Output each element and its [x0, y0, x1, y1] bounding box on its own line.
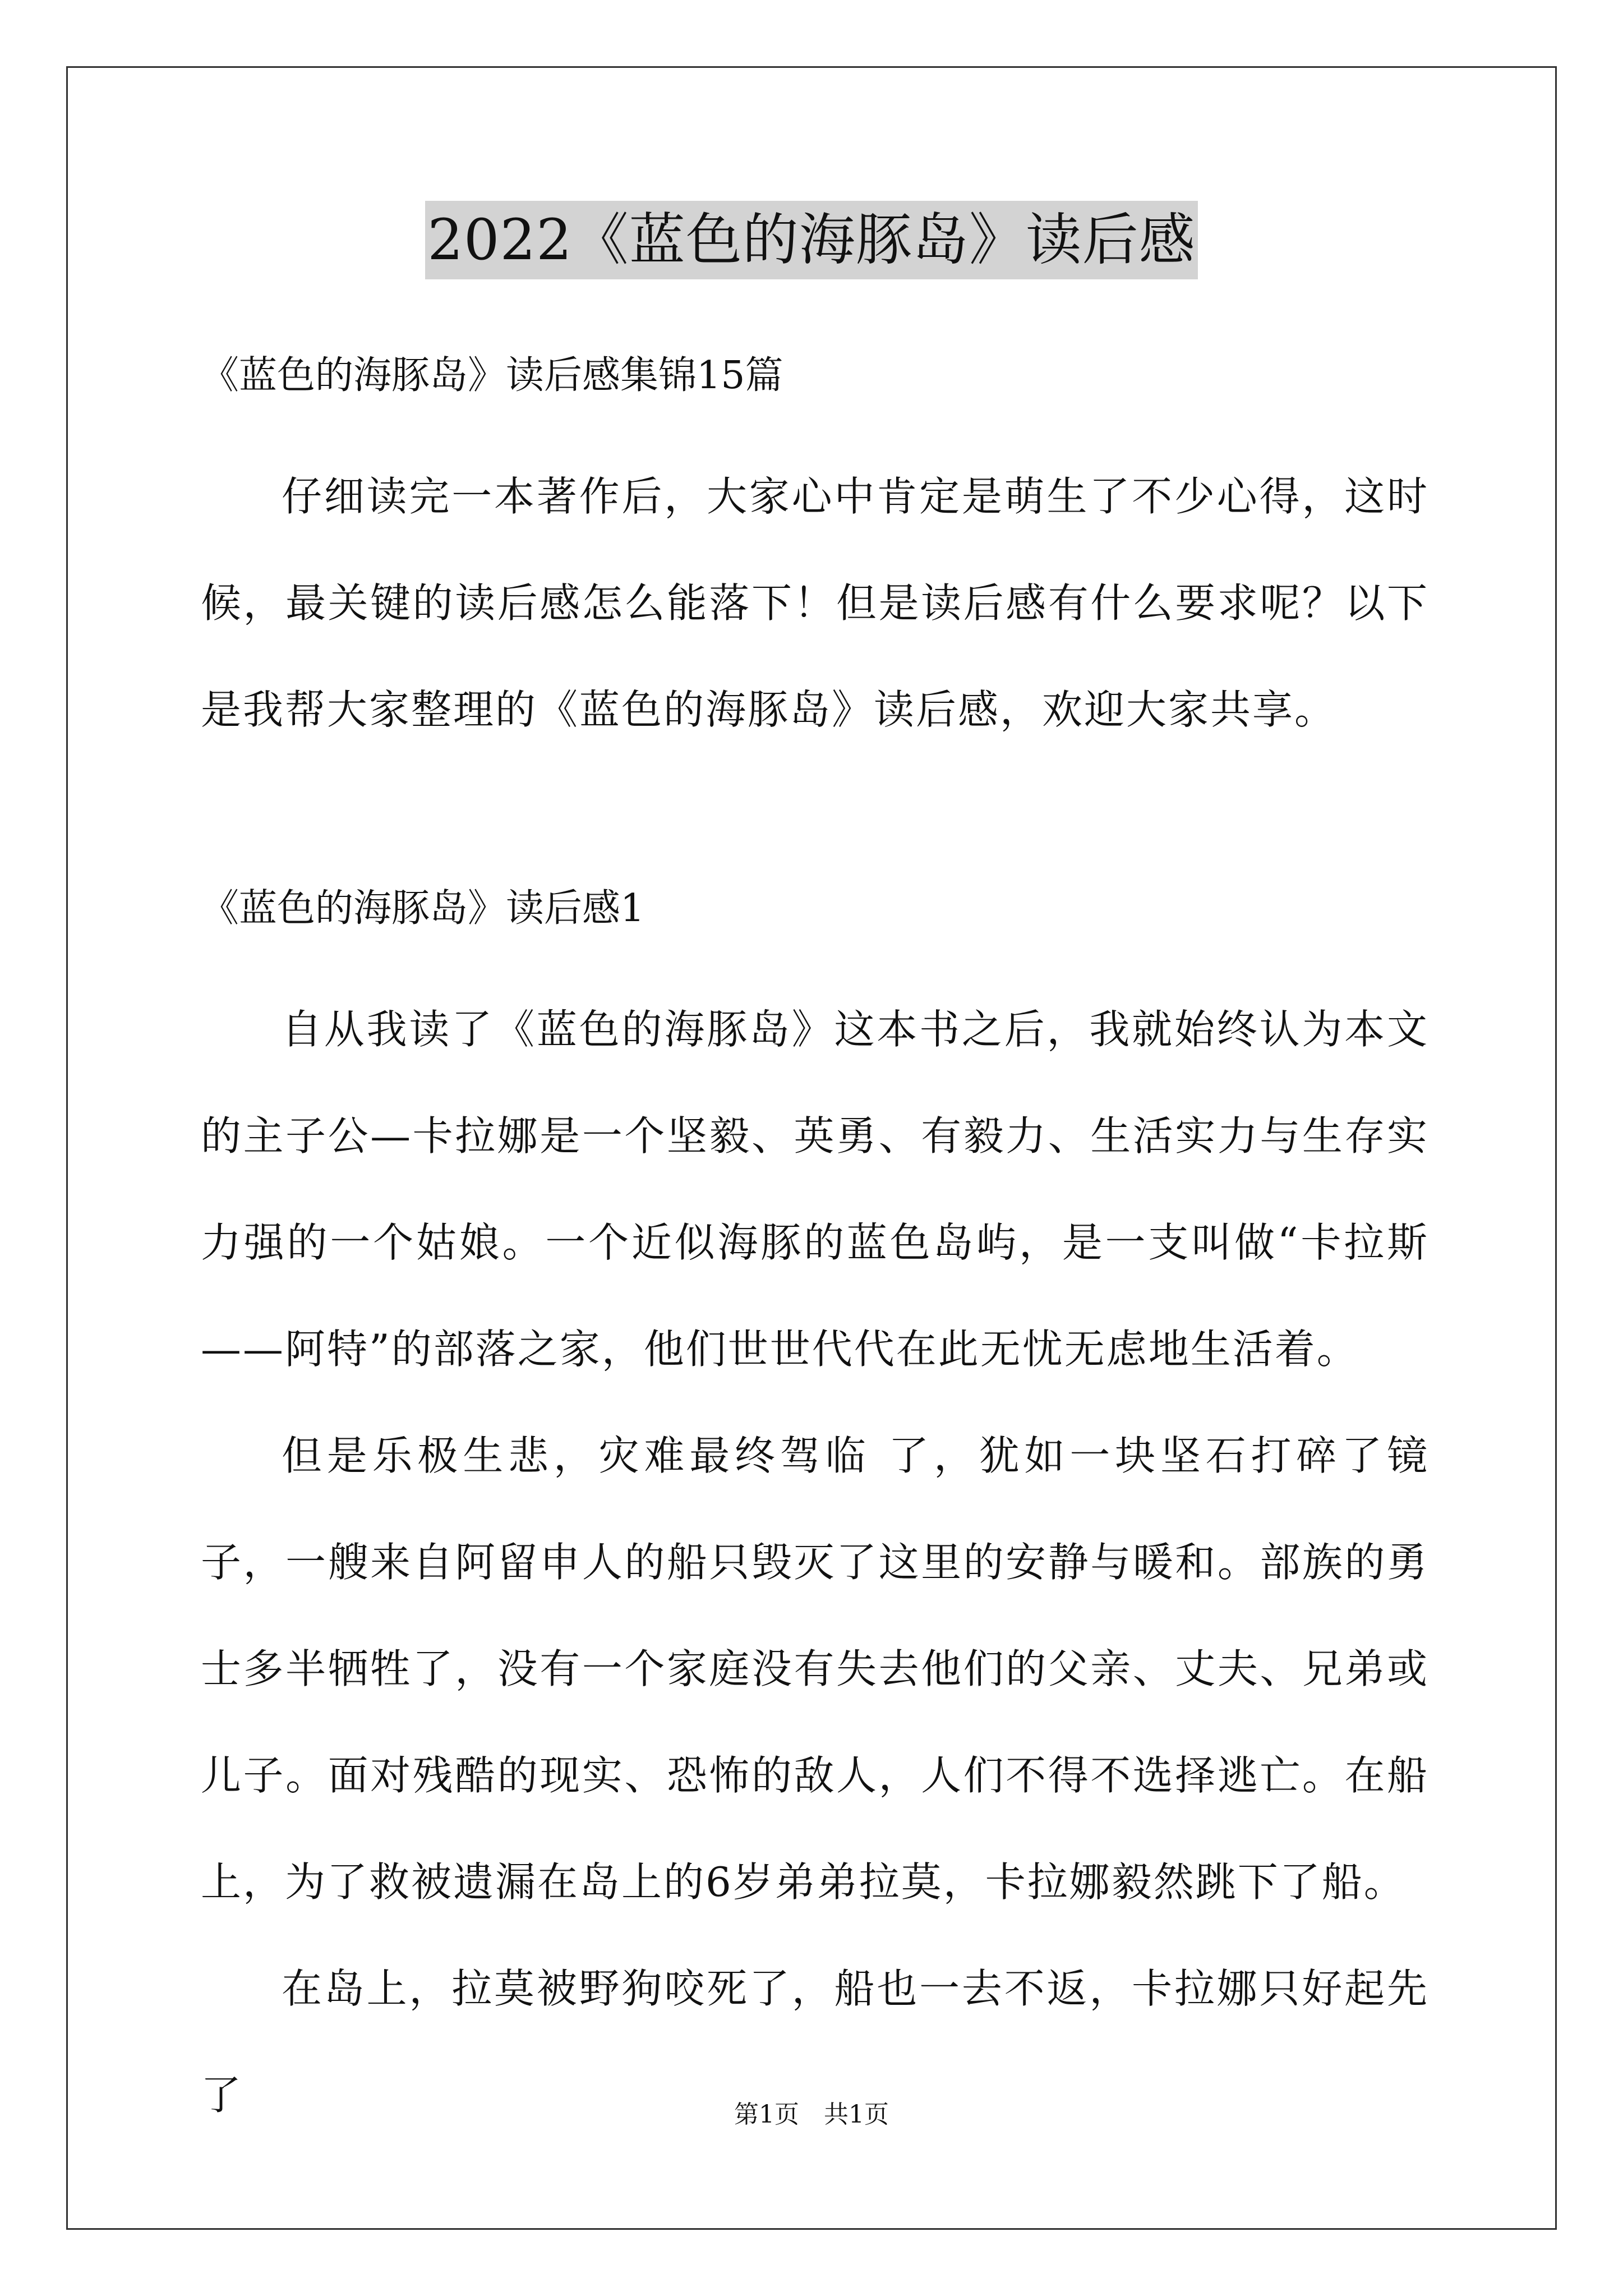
title-container: [0, 201, 1623, 279]
document-subtitle: 《蓝色的海豚岛》读后感集锦15篇: [201, 353, 783, 398]
body-paragraph-2: 但是乐极生悲，灾难最终驾临 了，犹如一块坚石打碎了镜子，一艘来自阿留申人的船只毁灭了这里的安静与暖和。部族的勇士多半牺牲了，没有一个家庭没有失去他们的父亲、丈夫、兄弟或儿子。面对残酷的现实、恐怖的敌人，人们不得不选择逃亡。在船上，为了救被遗漏在岛上的6岁弟弟拉莫，卡拉娜毅然跳下了船。: [201, 1432, 1429, 1906]
page-total: 共1页: [824, 2100, 889, 2129]
body-paragraph-3: 在岛上，拉莫被野狗咬死了，船也一去不返，卡拉娜只好起先了: [201, 1965, 1429, 2119]
section-heading: 《蓝色的海豚岛》读后感1: [201, 886, 645, 931]
page-footer: [0, 2098, 1623, 2132]
page-number: 第1页: [734, 2100, 799, 2129]
document-title: 2022《蓝色的海豚岛》读后感: [425, 201, 1198, 279]
body-paragraph-1: 自从我读了《蓝色的海豚岛》这本书之后，我就始终认为本文的主子公—卡拉娜是一个坚毅、英勇、有毅力、生活实力与生存实力强的一个姑娘。一个近似海豚的蓝色岛屿，是一支叫做“卡拉斯——阿特”的部落之家，他们世世代代在此无忧无虑地生活着。: [201, 1006, 1429, 1373]
intro-paragraph: 仔细读完一本著作后，大家心中肯定是萌生了不少心得，这时候，最关键的读后感怎么能落下！但是读后感有什么要求呢？以下是我帮大家整理的《蓝色的海豚岛》读后感，欢迎大家共享。: [201, 473, 1429, 733]
